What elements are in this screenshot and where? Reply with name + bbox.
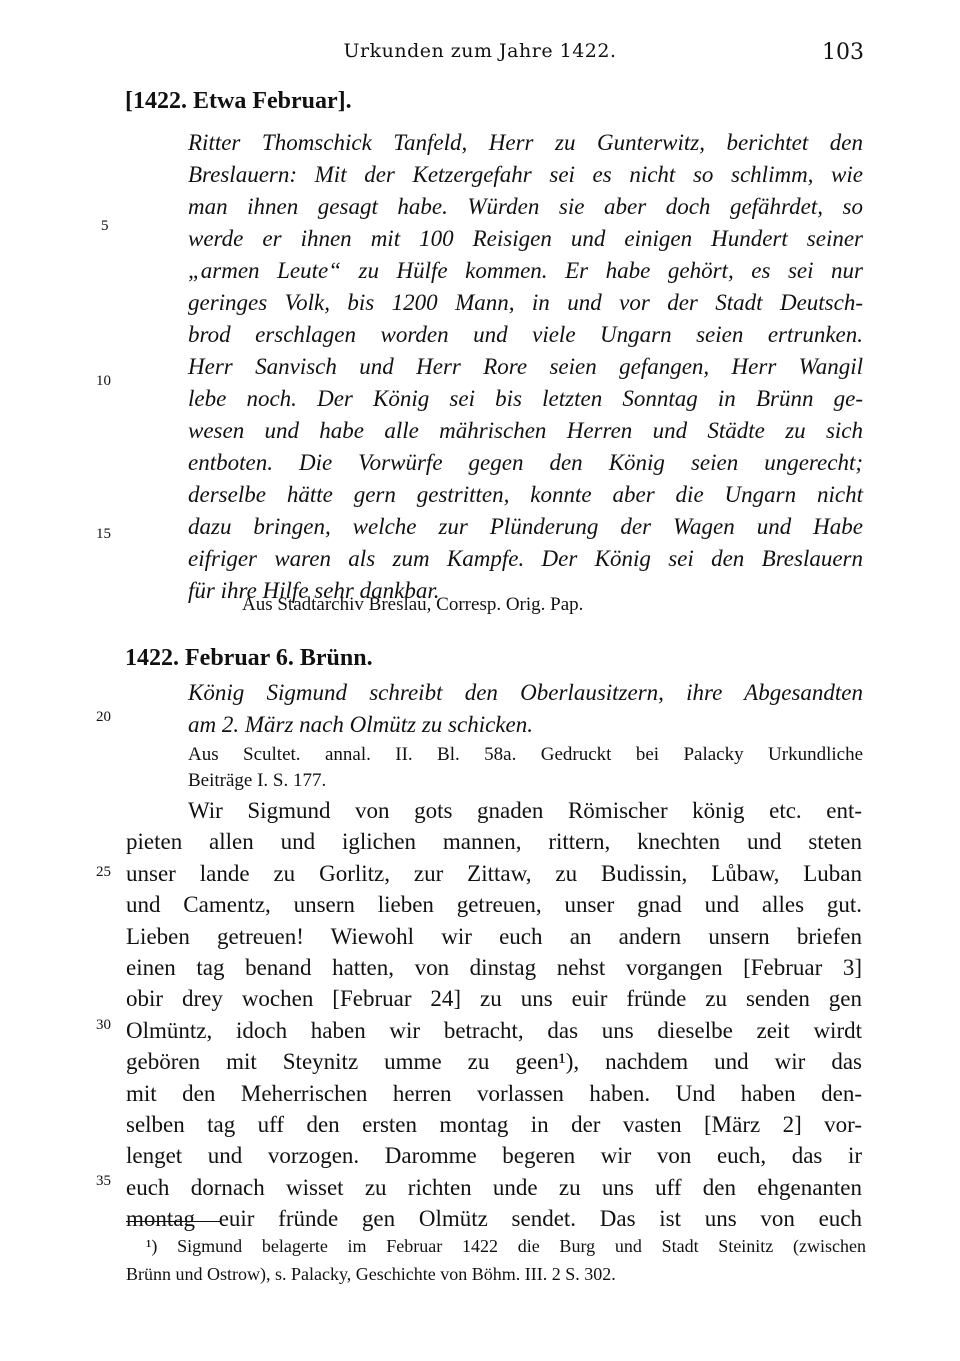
regest-line: Herr Sanvisch und Herr Rore seien gefangen, Herr Wangil [188,354,863,379]
text-line: mit den Meherrischen herren vorlassen haben. Und haben den- [126,1080,862,1106]
text-line: lenget und vorzogen. Daromme begeren wir von euch, das ir [126,1143,862,1169]
entry1-heading: [1422. Etwa Februar]. [125,88,352,114]
text-line: Lieben getreuen! Wiewohl wir euch an andern unsern briefen [126,923,862,949]
footnote-rule [126,1221,220,1222]
text-line: selben tag uff den ersten montag in der vasten [März 2] vor- [126,1112,862,1138]
regest-line: werde er ihnen mit 100 Reisigen und einigen Hundert seiner [188,226,863,251]
regest-line: geringes Volk, bis 1200 Mann, in und vor der Stadt Deutsch- [188,290,863,315]
line-number: 10 [96,373,111,389]
regest-line: brod erschlagen worden und viele Ungarn seien ertrunken. [188,322,863,347]
regest-line: Ritter Thomschick Tanfeld, Herr zu Gunterwitz, berichtet den [188,130,863,155]
regest-line: dazu bringen, welche zur Plünderung der Wagen und Habe [188,514,863,539]
regest-line: am 2. März nach Olmütz zu schicken. [188,712,533,737]
regest-line: man ihnen gesagt habe. Würden sie aber doch gefährdet, so [188,194,863,219]
entry2-source [188,742,863,794]
regest-line: derselbe hätte gern gestritten, konnte aber die Ungarn nicht [188,482,863,507]
text-line: Wir Sigmund von gots gnaden Römischer könig etc. ent- [188,798,862,823]
regest-line: „armen Leute“ zu Hülfe kommen. Er habe gehört, es sei nur [188,258,863,283]
footnote [126,1232,866,1288]
regest-line: eifriger waren als zum Kampfe. Der König sei den Breslauern [188,546,863,571]
entry2-heading: 1422. Februar 6. Brünn. [125,645,373,671]
text-line: Olmüntz, idoch haben wir betracht, das uns dieselbe zeit wirdt [126,1017,862,1043]
line-number: 25 [96,864,111,880]
line-number: 35 [96,1173,111,1189]
text-line: unser lande zu Gorlitz, zur Zittaw, zu Budissin, Lůbaw, Luban [126,860,862,886]
source-line: Beiträge I. S. 177. [188,770,327,791]
footnote-line: ¹) Sigmund belagerte im Februar 1422 die Burg und Stadt Steinitz (zwischen [146,1236,866,1256]
text-line: und Camentz, unsern lieben getreuen, unser gnad und alles gut. [126,892,862,918]
text-line: obir drey wochen [Februar 24] zu uns euir fründe zu senden gen [126,986,862,1012]
entry1-regest [188,127,863,607]
regest-line: König Sigmund schreibt den Oberlausitzern, ihre Abgesandten [188,680,863,705]
regest-line: wesen und habe alle mährischen Herren und Städte zu sich [188,418,863,443]
regest-line: entboten. Die Vorwürfe gegen den König seien ungerecht; [188,450,863,475]
running-header: Urkunden zum Jahre 1422. [343,40,617,62]
regest-line: Breslauern: Mit der Ketzergefahr sei es nicht so schlimm, wie [188,162,863,187]
regest-line: für ihre Hilfe sehr dankbar. [188,578,440,603]
text-line: einen tag benand hatten, von dinstag nehst vorgangen [Februar 3] [126,955,862,981]
text-line: pieten allen und iglichen mannen, rittern, knechten und steten [126,829,862,855]
document-text [126,795,862,1235]
line-number: 15 [96,526,111,542]
regest-line: lebe noch. Der König sei bis letzten Sonntag in Brünn ge- [188,386,863,411]
line-number: 5 [101,218,109,234]
line-number: 20 [96,709,111,725]
entry2-regest [188,677,863,741]
text-line: euch dornach wisset zu richten unde zu uns uff den ehgenanten [126,1174,862,1200]
line-number: 30 [96,1017,111,1033]
source-line: Aus Scultet. annal. II. Bl. 58a. Gedruckt bei Palacky Urkundliche [188,744,863,765]
page-number: 103 [822,40,864,65]
text-line: gebören mit Steynitz umme zu geen¹), nachdem und wir das [126,1049,862,1075]
entry1-source: Aus Stadtarchiv Breslau, Corresp. Orig. Pap. [242,594,584,615]
footnote-line: Brünn und Ostrow), s. Palacky, Geschichte von Böhm. III. 2 S. 302. [126,1264,616,1284]
text-line: montag euir fründe gen Olmütz sendet. Das ist uns von euch [126,1206,862,1232]
